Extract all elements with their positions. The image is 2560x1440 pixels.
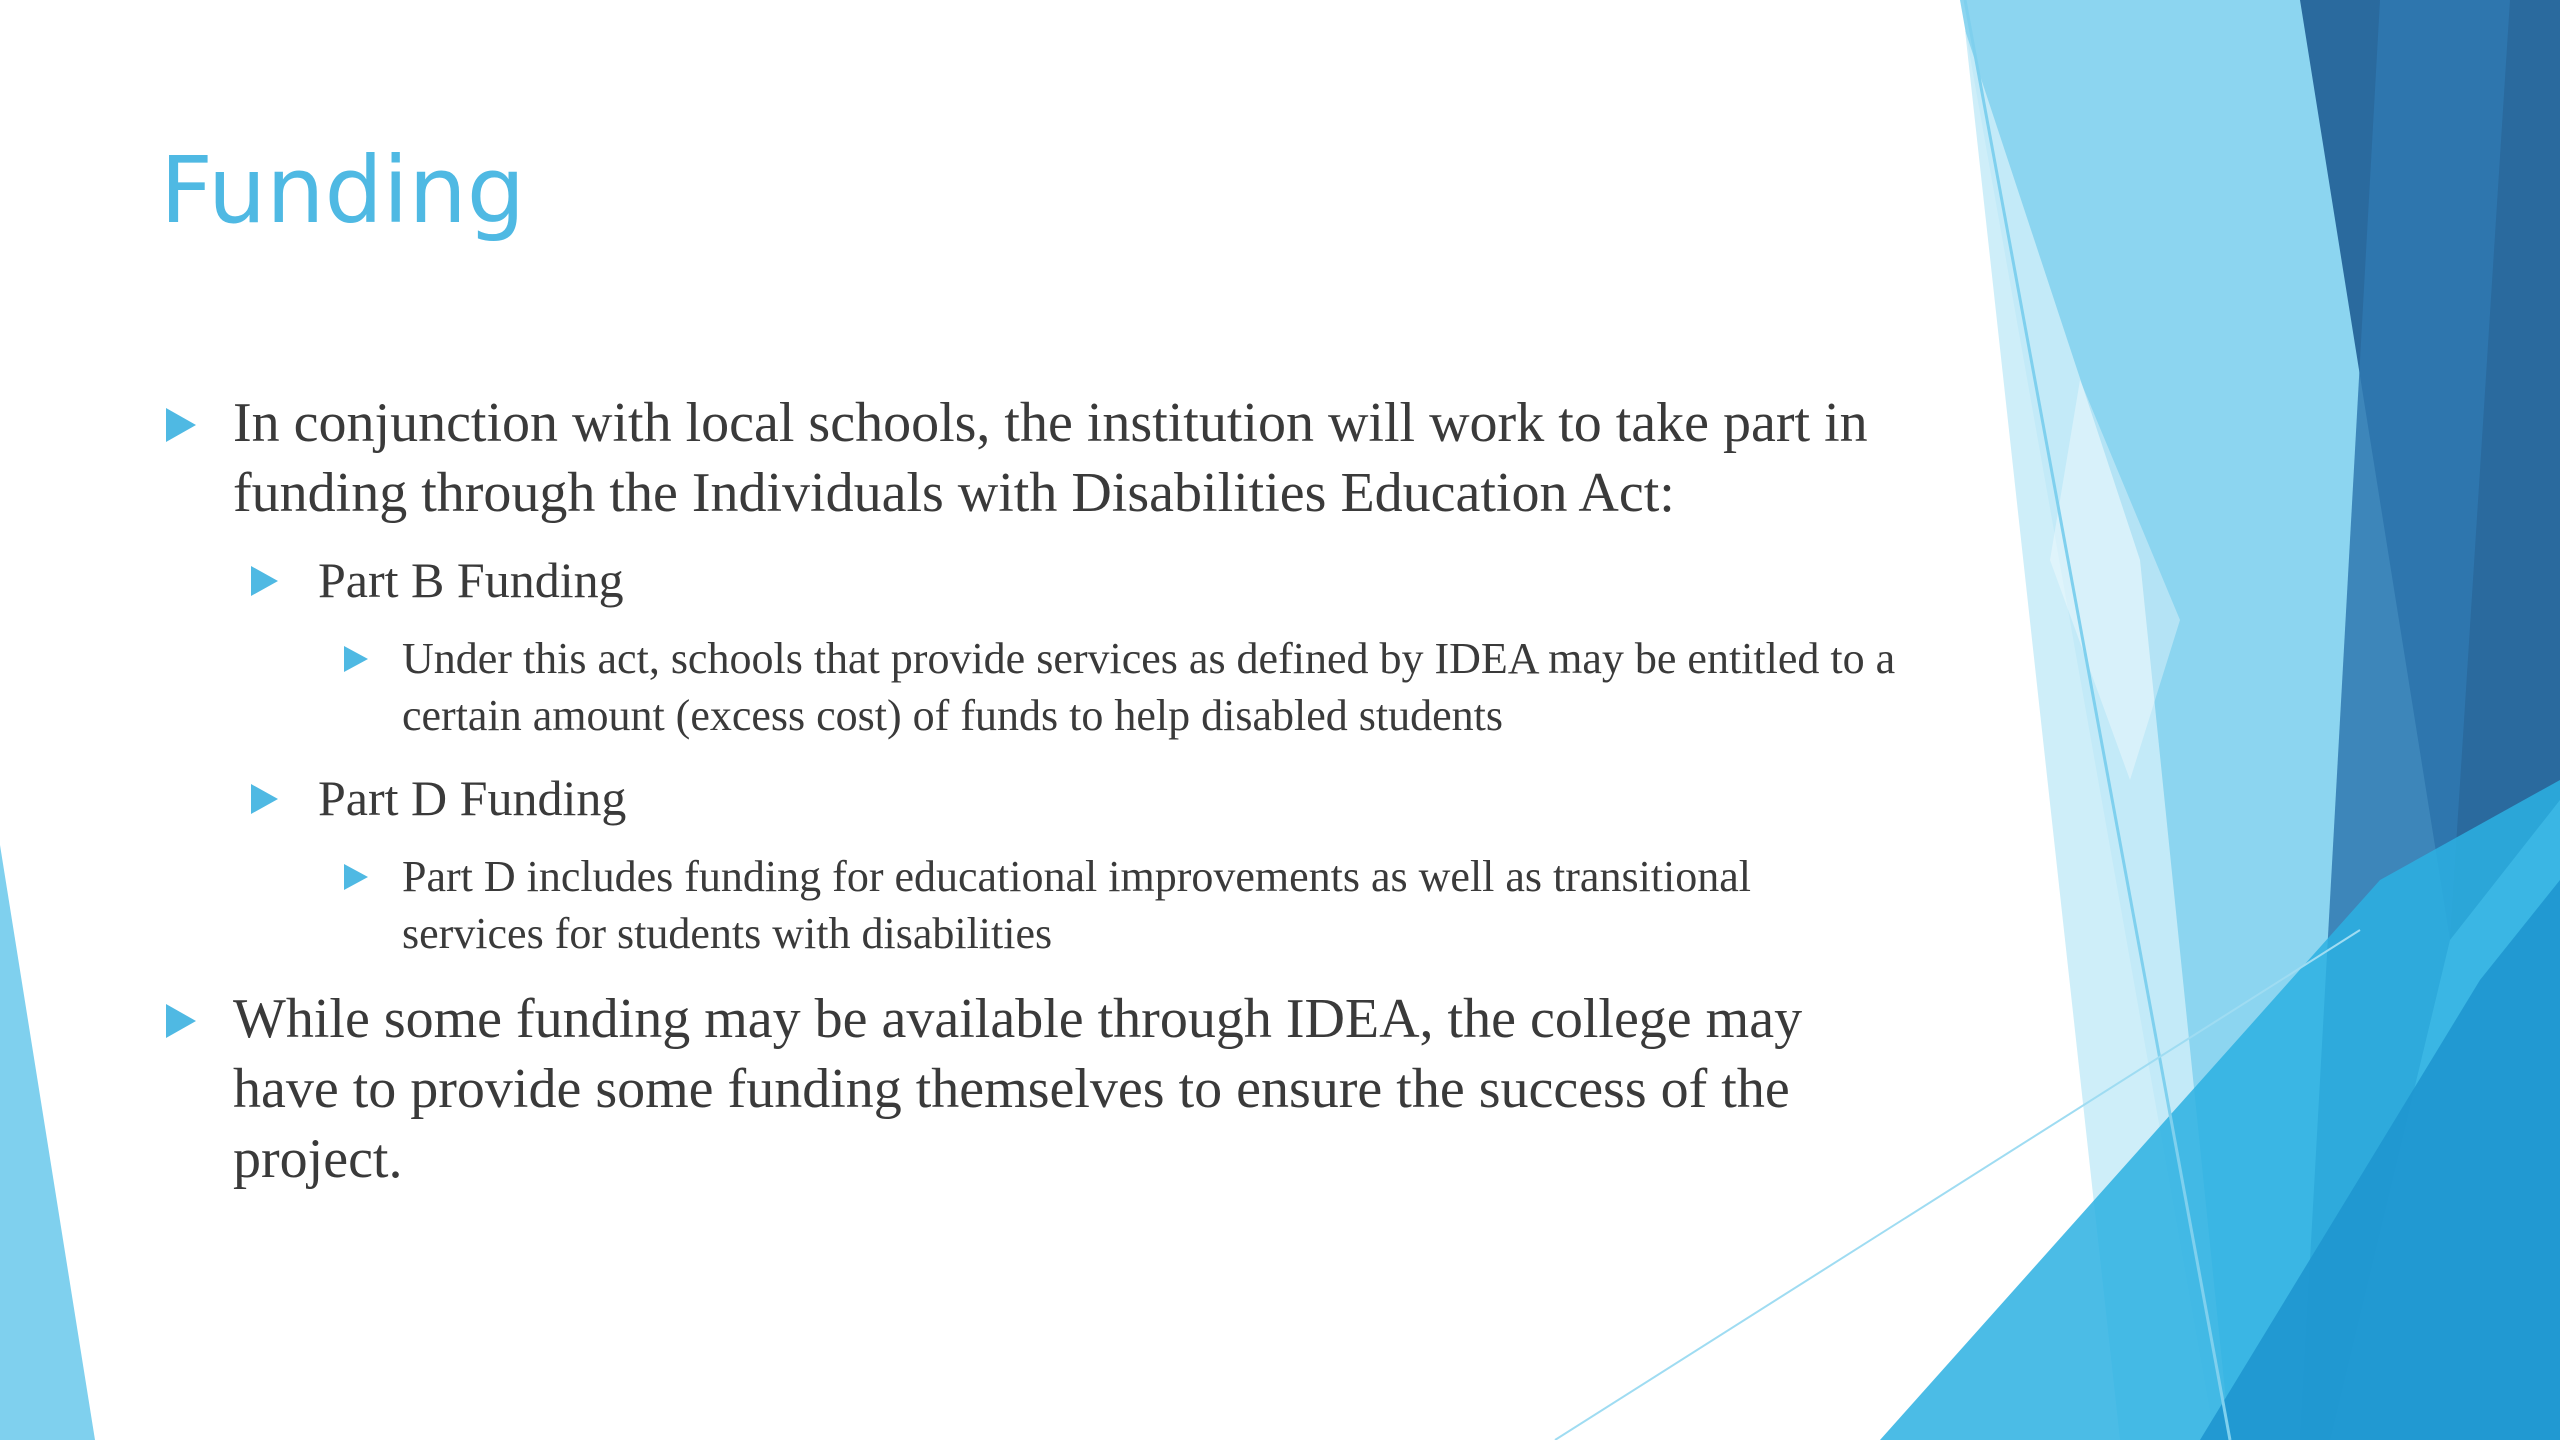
bullet-level2 <box>245 548 1900 612</box>
bullet-arrow-icon <box>344 646 368 672</box>
bullet-text: Part D includes funding for educational improvements as well as transitional services for students with disabilities <box>402 852 1752 958</box>
bullet-arrow-icon <box>166 408 196 442</box>
bullet-level3 <box>340 630 1900 744</box>
bullet-arrow-icon <box>166 1004 196 1038</box>
slide-content <box>160 388 1900 1214</box>
left-edge-shape <box>0 845 95 1440</box>
bullet-level2 <box>245 766 1900 830</box>
bullet-text: Under this act, schools that provide services as defined by IDEA may be entitled to a certain amount (excess cost) of funds to help disabled students <box>402 634 1896 740</box>
bullet-level1 <box>160 984 1900 1194</box>
bullet-text: Part B Funding <box>318 552 624 608</box>
slide-title: Funding <box>160 137 526 244</box>
bullet-level1 <box>160 388 1900 528</box>
bullet-text: While some funding may be available through IDEA, the college may have to provide some funding themselves to ensure the success of the project. <box>233 988 1803 1190</box>
bullet-text: Part D Funding <box>318 770 627 826</box>
bullet-arrow-icon <box>251 784 278 814</box>
bullet-level3 <box>340 848 1900 962</box>
bullet-arrow-icon <box>344 864 368 890</box>
bullet-text: In conjunction with local schools, the institution will work to take part in funding through the Individuals with Disabilities Education Act: <box>233 392 1868 524</box>
bullet-arrow-icon <box>251 566 278 596</box>
